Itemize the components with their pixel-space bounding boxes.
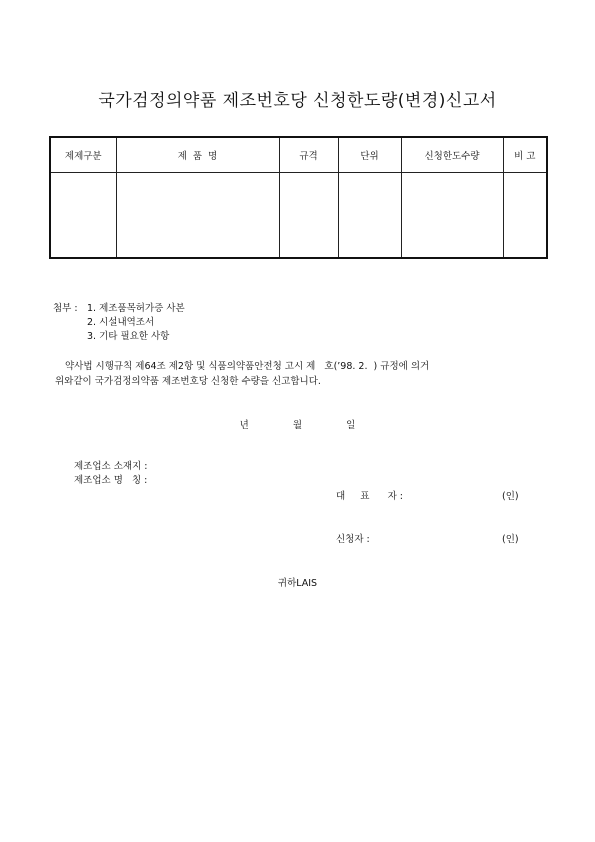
cell-specification[interactable] (279, 173, 338, 259)
attachment-item: 1. 제조품목허가증 사본 (87, 303, 185, 314)
recipient: 귀하LAIS (277, 578, 318, 589)
attachments-section (53, 302, 185, 344)
manufacturer-section (74, 460, 147, 488)
representative-seal: (인) (502, 491, 519, 502)
manufacturer-name-label: 제조업소 명 칭 : (74, 475, 148, 486)
col-header-product-name: 제 품 명 (116, 137, 279, 173)
document-title: 국가검정의약품 제조번호당 신청한도량(변경)신고서 (98, 91, 497, 111)
attachment-item: 3. 기타 필요한 사항 (87, 331, 170, 342)
applicant-seal: (인) (502, 534, 519, 545)
applicant-label: 신청자 : (336, 534, 370, 545)
declaration-line-1: 약사법 시행규칙 제64조 제2항 및 식품의약품안전청 고시 제 호(’98. 2. ) 규정에 의거 (65, 361, 430, 372)
application-table (49, 136, 548, 259)
table-row (50, 173, 547, 259)
date-line (0, 417, 595, 431)
date-month-label: 월 (292, 420, 303, 431)
date-year-label: 년 (239, 420, 249, 431)
table-header-row (50, 137, 547, 173)
col-header-category: 제제구분 (50, 137, 116, 173)
cell-requested-limit[interactable] (401, 173, 503, 259)
attachment-item: 2. 시설내역조서 (87, 317, 155, 328)
col-header-specification: 규격 (279, 137, 338, 173)
manufacturer-address-label: 제조업소 소재지 : (74, 461, 148, 472)
date-day-label: 일 (346, 420, 356, 431)
cell-remarks[interactable] (503, 173, 547, 259)
attachments-label: 첨부 : (53, 303, 78, 314)
cell-product-name[interactable] (116, 173, 279, 259)
cell-category[interactable] (50, 173, 116, 259)
representative-label: 대 표 자 : (336, 491, 403, 502)
col-header-unit: 단위 (338, 137, 401, 173)
declaration-text (55, 359, 545, 389)
col-header-requested-limit: 신청한도수량 (401, 137, 503, 173)
declaration-line-2: 위와같이 국가검정의약품 제조번호당 신청한 수량을 신고합니다. (55, 376, 321, 387)
cell-unit[interactable] (338, 173, 401, 259)
col-header-remarks: 비 고 (503, 137, 547, 173)
